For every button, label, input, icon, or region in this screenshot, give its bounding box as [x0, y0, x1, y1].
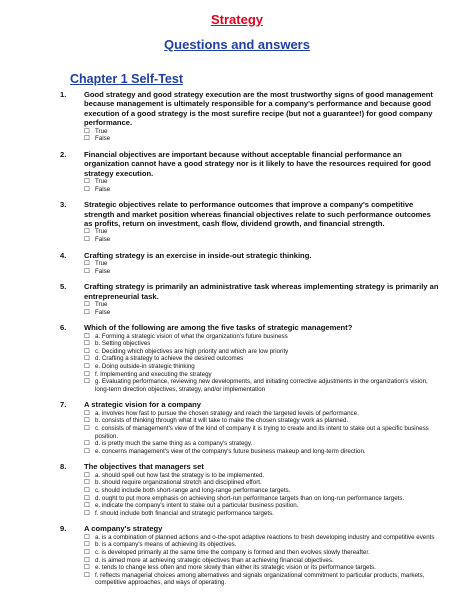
question-body	[84, 282, 440, 316]
question-body	[84, 150, 440, 193]
question-text: Crafting strategy is primarily an administrative task whereas implementing strategy is primarily an entrepreneurial task.	[84, 282, 439, 301]
answer-option-text: b. is a company's means of achieving its objectives.	[95, 541, 237, 549]
answer-option-text: True	[95, 301, 108, 309]
answer-option-text: e. indicate the company's intent to stake out a particular business position.	[95, 502, 299, 510]
answer-option[interactable]	[84, 363, 440, 371]
question-number: 4.	[60, 250, 67, 260]
answer-option-text: b. consists of thinking through what it will take to make the chosen strategy work as planned.	[95, 417, 349, 425]
question-text: A company's strategy	[84, 524, 163, 534]
checkbox-icon[interactable]: ☐	[84, 228, 90, 236]
answer-option[interactable]	[84, 178, 440, 186]
answer-option[interactable]	[84, 472, 440, 480]
question-text: The objectives that managers set	[84, 462, 204, 472]
question-number: 8.	[60, 462, 67, 472]
question-number: 2.	[60, 149, 67, 159]
question-body	[84, 323, 440, 393]
checkbox-icon[interactable]: ☐	[84, 447, 90, 455]
answer-option[interactable]	[84, 534, 440, 542]
question-item	[60, 90, 440, 143]
checkbox-icon[interactable]: ☐	[84, 363, 90, 370]
question-body	[84, 524, 440, 587]
checkbox-icon[interactable]: ☐	[84, 308, 90, 316]
checkbox-icon[interactable]: ☐	[84, 556, 90, 564]
answer-option[interactable]	[84, 228, 440, 236]
checkbox-icon[interactable]: ☐	[84, 267, 90, 275]
answer-option[interactable]	[84, 309, 440, 317]
checkbox-icon[interactable]: ☐	[84, 260, 90, 268]
checkbox-icon[interactable]: ☐	[84, 185, 90, 193]
answer-option-text: a. is a combination of planned actions and o-the-spot adaptive reactions to fresh developing industry and competitive events	[95, 533, 435, 541]
answer-option-text: True	[95, 228, 108, 236]
question-list	[60, 90, 440, 587]
checkbox-icon[interactable]: ☐	[84, 571, 90, 579]
answer-option-text: True	[95, 178, 108, 186]
checkbox-icon[interactable]: ☐	[84, 409, 90, 417]
checkbox-icon[interactable]: ☐	[84, 236, 90, 244]
question-number: 7.	[60, 400, 67, 410]
answer-option-text: b. should require organizational stretch and disciplined effort.	[95, 479, 262, 487]
answer-option[interactable]	[84, 448, 440, 456]
checkbox-icon[interactable]: ☐	[84, 340, 90, 348]
question-text: Crafting strategy is an exercise in inside-out strategic thinking.	[84, 250, 312, 260]
answer-option[interactable]	[84, 479, 440, 487]
question-body	[84, 251, 440, 276]
answer-option-text: c. Deciding which objectives are high priority and which are low priority	[95, 347, 289, 355]
answer-option[interactable]	[84, 417, 440, 425]
answer-option-text: g. Evaluating performance, reviewing new developments, and initiating corrective adjustments in the organization's vision, long-term direction objectives, strategy, and/or implementation	[95, 378, 428, 393]
checkbox-icon[interactable]: ☐	[84, 479, 90, 487]
document-subtitle: Questions and answers	[164, 37, 310, 52]
answer-option[interactable]	[84, 572, 440, 587]
checkbox-icon[interactable]: ☐	[84, 370, 90, 378]
question-number: 3.	[60, 200, 67, 210]
answer-option-text: False	[95, 236, 111, 244]
answer-option-text: e. concerns management's view of the company's future business makeup and long-term direction.	[95, 447, 366, 455]
answer-option-text: e. tends to change less often and more slowly than either its strategic vision or its performance targets.	[95, 564, 376, 572]
answer-option[interactable]	[84, 410, 440, 418]
checkbox-icon[interactable]: ☐	[84, 541, 90, 549]
answer-option-text: d. is aimed more at achieving strategic objectives than at achieving financial objectives.	[95, 556, 334, 564]
question-number: 6.	[60, 323, 67, 333]
answer-option[interactable]	[84, 564, 440, 572]
checkbox-icon[interactable]: ☐	[84, 509, 90, 517]
answer-option-text: c. should include both short-range and long-range performance targets.	[95, 486, 291, 494]
answer-option-text: d. Crafting a strategy to achieve the desired outcomes	[95, 355, 244, 363]
answer-option[interactable]	[84, 425, 440, 440]
answer-option-text: f. should include both financial and strategic performance targets.	[95, 509, 274, 517]
answer-option-text: False	[95, 185, 111, 193]
question-number: 9.	[60, 524, 67, 534]
question-number: 1.	[60, 90, 67, 99]
question-number: 5.	[60, 282, 67, 292]
checkbox-icon[interactable]: ☐	[84, 440, 90, 448]
answer-option-text: False	[95, 135, 111, 143]
answer-option[interactable]	[84, 268, 440, 276]
answer-option-text: a. Forming a strategic vision of what the organization's future business	[95, 332, 288, 340]
answer-option[interactable]	[84, 440, 440, 448]
checkbox-icon[interactable]: ☐	[84, 178, 90, 186]
checkbox-icon[interactable]: ☐	[84, 533, 90, 541]
checkbox-icon[interactable]: ☐	[84, 127, 90, 135]
checkbox-icon[interactable]: ☐	[84, 424, 90, 432]
answer-option-text: c. consists of management's view of the kind of company it is trying to create and its intent to stake out a specific business position.	[95, 424, 429, 440]
answer-option-text: a. involves how fast to pursue the chosen strategy and reach the targeted levels of performance.	[95, 409, 359, 417]
answer-option-text: b. Setting objectives	[95, 340, 151, 348]
answer-option[interactable]	[84, 186, 440, 194]
question-body	[84, 462, 440, 517]
answer-option-text: a. should spell out how fast the strategy is to be implemented.	[95, 471, 265, 479]
answer-option[interactable]	[84, 135, 440, 143]
answer-option-text: False	[95, 308, 111, 316]
question-text: A strategic vision for a company	[84, 400, 202, 410]
answer-option[interactable]	[84, 371, 440, 379]
answer-option[interactable]	[84, 549, 440, 557]
question-item	[60, 282, 440, 316]
checkbox-icon[interactable]: ☐	[84, 355, 90, 363]
question-item	[60, 323, 440, 393]
checkbox-icon[interactable]: ☐	[84, 301, 90, 309]
answer-option-text: c. is developed primarily at the same time the company is formed and then evolves slowly thereafter.	[95, 548, 370, 556]
question-body	[84, 90, 440, 143]
answer-option[interactable]	[84, 348, 440, 356]
checkbox-icon[interactable]: ☐	[84, 471, 90, 479]
question-text: Strategic objectives relate to performance outcomes that improve a company's competitive strength and market position whereas financial objectives relate to such performance outcomes as profits, return on investment, cash flow, dividend growth, and financial strength.	[84, 200, 431, 229]
chapter-heading: Chapter 1 Self-Test	[70, 72, 183, 86]
answer-option[interactable]	[84, 541, 440, 549]
answer-option-text: e. Doing outside-in strategic thinking	[95, 363, 195, 370]
answer-option-text: True	[95, 260, 108, 268]
question-item	[60, 462, 440, 517]
checkbox-icon[interactable]: ☐	[84, 135, 90, 143]
answer-option[interactable]	[84, 557, 440, 565]
question-text: Good strategy and good strategy execution are the most trustworthy signs of good management because management is ultimately responsible for a company's performance and because good execution of a good strategy is the most surefire recipe (but not a guarantee!) for good company performance.	[84, 90, 433, 128]
question-text: Financial objectives are important because without acceptable financial performance an organization cannot have a good strategy nor is it likely to have the resources required for good strategy execution.	[84, 149, 431, 178]
answer-option[interactable]	[84, 378, 440, 393]
answer-option-text: d. is pretty much the same thing as a company's strategy.	[95, 440, 253, 448]
answer-option[interactable]	[84, 340, 440, 348]
checkbox-icon[interactable]: ☐	[84, 347, 90, 355]
checkbox-icon[interactable]: ☐	[84, 494, 90, 502]
answer-option[interactable]	[84, 236, 440, 244]
answer-option-text: d. ought to put more emphasis on achieving short-run performance targets than on long-run performance targets.	[95, 494, 405, 502]
question-item	[60, 200, 440, 243]
checkbox-icon[interactable]: ☐	[84, 564, 90, 572]
checkbox-icon[interactable]: ☐	[84, 502, 90, 510]
checkbox-icon[interactable]: ☐	[84, 548, 90, 556]
answer-option[interactable]	[84, 333, 440, 341]
answer-option[interactable]	[84, 128, 440, 136]
answer-option-text: False	[95, 267, 111, 275]
question-item	[60, 150, 440, 193]
checkbox-icon[interactable]: ☐	[84, 332, 90, 340]
answer-option[interactable]	[84, 260, 440, 268]
checkbox-icon[interactable]: ☐	[84, 378, 90, 386]
answer-option[interactable]	[84, 487, 440, 495]
question-item	[60, 400, 440, 455]
checkbox-icon[interactable]: ☐	[84, 417, 90, 425]
answer-option[interactable]	[84, 301, 440, 309]
document-title: Strategy	[210, 12, 264, 27]
question-item	[60, 524, 440, 587]
question-body	[84, 200, 440, 243]
answer-option-text: True	[95, 127, 108, 135]
answer-option-text: f. reflects managerial choices among alternatives and signals organizational commitment to particular products, markets, competitive approaches, and ways of operating.	[95, 571, 425, 587]
question-text: Which of the following are among the five tasks of strategic management?	[84, 323, 353, 333]
answer-option[interactable]	[84, 355, 440, 363]
question-item	[60, 251, 440, 276]
answer-option[interactable]	[84, 495, 440, 503]
answer-option[interactable]	[84, 510, 440, 518]
answer-option-text: f. Implementing and executing the strategy	[95, 370, 212, 378]
checkbox-icon[interactable]: ☐	[84, 486, 90, 494]
answer-option[interactable]	[84, 502, 440, 510]
question-body	[84, 400, 440, 455]
